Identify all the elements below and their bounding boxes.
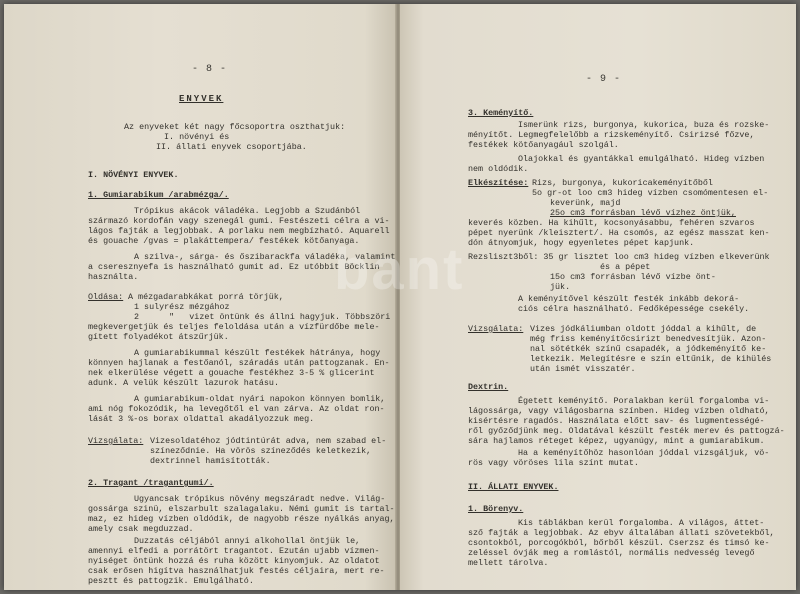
text-line: Vizesoldatéhoz jódtintúrát adva, nem szabad el- [150,436,387,446]
text-line: származó kordofán vagy szenegál gumi. Festészeti célra a vi- [88,216,390,226]
text-line: Égetett keményítő. Poralakban kerül forgalomba vi- [518,396,770,406]
text-line: ről győződjünk meg. Oldatával készült festék merev és pattogzá- [468,426,785,436]
text-line: gített folyadékot átszűrjük. [88,332,229,342]
text-line: csontokból, porcogókból, bőrből készül. Cserzsz és timsó ke- [468,538,770,548]
text-line: Ismerünk rizs, burgonya, kukorica, buza és rozske- [518,120,770,130]
intro-line: I. növényi és [164,132,230,142]
text-line: nyiséget öntünk hozzá és ruha között kinyomjuk. Az oldatot [88,556,380,566]
text-line: ményítőt. Legmegfelelőbb a rizskeményítő. Csirizsé főzve, [468,130,755,140]
text-line: A mézgadarabkákat porrá törjük, [128,292,284,302]
text-line: festékek kötőanyagául szolgál. [468,140,619,150]
text-line: 2 " vizet öntünk és állni hagyjuk. Többszöri [134,312,391,322]
text-line: pesztt és pattogzik. Emulgálható. [88,576,254,586]
text-line: lágos fajták a legjobbak. A porlaku nem megbízható. Aquarell [88,226,390,236]
text-line: lását 3 %-os borax oldattal akadályozzuk meg. [88,414,315,424]
page-number: - 8 - [192,64,228,75]
text-line: lágossárga, vagy világosbarna színben. Hideg vízben oldható, [468,406,770,416]
text-line: dextrinnel hamisították. [150,456,271,466]
text-line: csak erősen higítva használhatjuk festés céljaira, mert re- [88,566,385,576]
subsection-title: 3. Keményítő. [468,108,534,118]
text-line: használta. [88,272,139,282]
page-number: - 9 - [586,74,622,85]
text-line: és gouache /gvas = plakáttempera/ festékek kötőanyaga. [88,236,360,246]
subsection-title: 1. Gumiarabikum /arabmézga/. [88,190,229,200]
text-line: 1 sulyrész mézgához [134,302,230,312]
text-line: dón átnyomjuk, hogy egyenletes pépet kapjunk. [468,238,695,248]
text-line: mellett tárolva. [468,558,549,568]
subsection-title: Dextrin. [468,382,509,392]
text-line: színeződnie. Ha vörös színeződés keletkezik, [150,446,372,456]
text-line: 5o gr-ot loo cm3 hideg vízben csomómentesen el- [532,188,769,198]
text-line: nal sötétkék színű csapadék, a jódkeményítő ke- [530,344,767,354]
text-line: amely csak megduzzad. [88,524,194,534]
text-line: amennyi elfedi a porrátört tragantot. Ezután ujabb vízmen- [88,546,380,556]
text-line: A szilva-, sárga- és őszibarackfa váladéka, valamint [134,252,396,262]
text-line: Ugyancsak trópikus növény megszáradt nedve. Világ- [134,494,386,504]
text-line: Trópikus akácok váladéka. Legjobb a Szudánból [134,206,361,216]
watermark: bant [334,237,465,302]
text-line: Olajokkal és gyantákkal emulgálható. Hideg vízben [518,154,765,164]
text-line: nem oldódik. [468,164,529,174]
intro-line: Az enyveket két nagy főcsoportra oszthatjuk: [124,122,346,132]
text-line: Rizs, burgonya, kukoricakeményítőből [532,178,713,188]
intro-line: II. állati enyvek csoportjába. [156,142,307,152]
heading: ENYVEK [179,94,224,104]
text-line: maz, ez hideg vízben oldódik, de nagyobb része nyálkás anyag, [88,514,395,524]
text-line: pépet nyerünk /kleisztert/. Ha csomós, az egész masszat ken- [468,228,770,238]
text-line: sára hajlamos réteget képez, ugyanúgy, mint a gumiarabikum. [468,436,765,446]
text-line: Vizes jódkáliumban oldott jóddal a kihűlt, de [530,324,757,334]
text-line: után ismét visszatér. [530,364,636,374]
text-line: a cseresznyefa is használható gumit ad. Ez utóbbit Böcklin [88,262,380,272]
text-line: keverünk, majd [550,198,621,208]
text-line: A gumiarabikummal készült festékek hátránya, hogy [134,348,381,358]
text-line: nek elkerülése végett a gouache festékhez 3-5 % glicerint [88,368,375,378]
text-line: A keményítővel készült festék inkább dekorá- [518,294,740,304]
text-line: letkezik. Melegítésre e szín eltűnik, de kihülés [530,354,772,364]
text-line: Rezsliszt3ből: 35 gr lisztet loo cm3 hideg vízben elkeverünk [468,252,770,262]
text-line: ciós célra használható. Fedőképessége csekély. [518,304,750,314]
text-line: zeléssel óvják meg a romlástól, normális nedvesség levegő [468,548,755,558]
text-line: könnyen hajlanak a festőanól, száradás után pattogzanak. En- [88,358,390,368]
text-line: Duzzatás céljából annyi alkohollal öntjük le, [134,536,361,546]
subsection-title: 2. Tragant /tragantgumi/. [88,478,214,488]
text-line: gossárga szinü, elszarbult szalagalaku. Némi gumit is tartal- [88,504,395,514]
text-line: még friss keményítőcsirizt benedvesítjük. Azon- [530,334,767,344]
book-spread [4,4,796,590]
section-title: II. ÁLLATI ENYVEK. [468,482,559,492]
text-line: sző fajták a legjobbak. Az ebyv általában állati szövetekből, [468,528,775,538]
text-line: rös vagy vöröses lila színt mutat. [468,458,639,468]
section-title: I. NÖVÉNYI ENYVEK. [88,170,179,180]
text-line: Ha a keményítőhöz hasonlóan jóddal vizsgáljuk, vö- [518,448,770,458]
text-line: megkevergetjük és teljes feloldása után a vízfürdőbe mele- [88,322,380,332]
text-line: 15o cm3 forrásban lévő vízbe önt- [550,272,716,282]
text-line: keverés közben. Ha kihűlt, kocsonyásabbu, fehéren szvaros [468,218,755,228]
text-line: Kis táblákban kerül forgalomba. A világos, áttet- [518,518,765,528]
elkeszitese-label: Elkészítése: [468,178,529,188]
vizsgalat-label: Vizsgálata: [468,324,524,334]
text-line: kisértésre ragadós. Használata előtt sav- és lugmentességé- [468,416,765,426]
text-line: ami nóg fokozódik, ha levegőtől el van zárva. Az oldat ron- [88,404,385,414]
text-line: 25o cm3 forrásban lévő vízhez öntjük, [550,208,736,218]
text-line: A gumiarabikum-oldat nyári napokon könnyen bomlik, [134,394,386,404]
text-line: és a pépet [600,262,651,272]
text-line: jük. [550,282,571,292]
vizsgalat-label: Vizsgálata: [88,436,144,446]
text-line: adunk. A velük készült lazurok hatásu. [88,378,279,388]
subsection-title: 1. Börenyv. [468,504,524,514]
oldas-label: Oldása: [88,292,124,302]
